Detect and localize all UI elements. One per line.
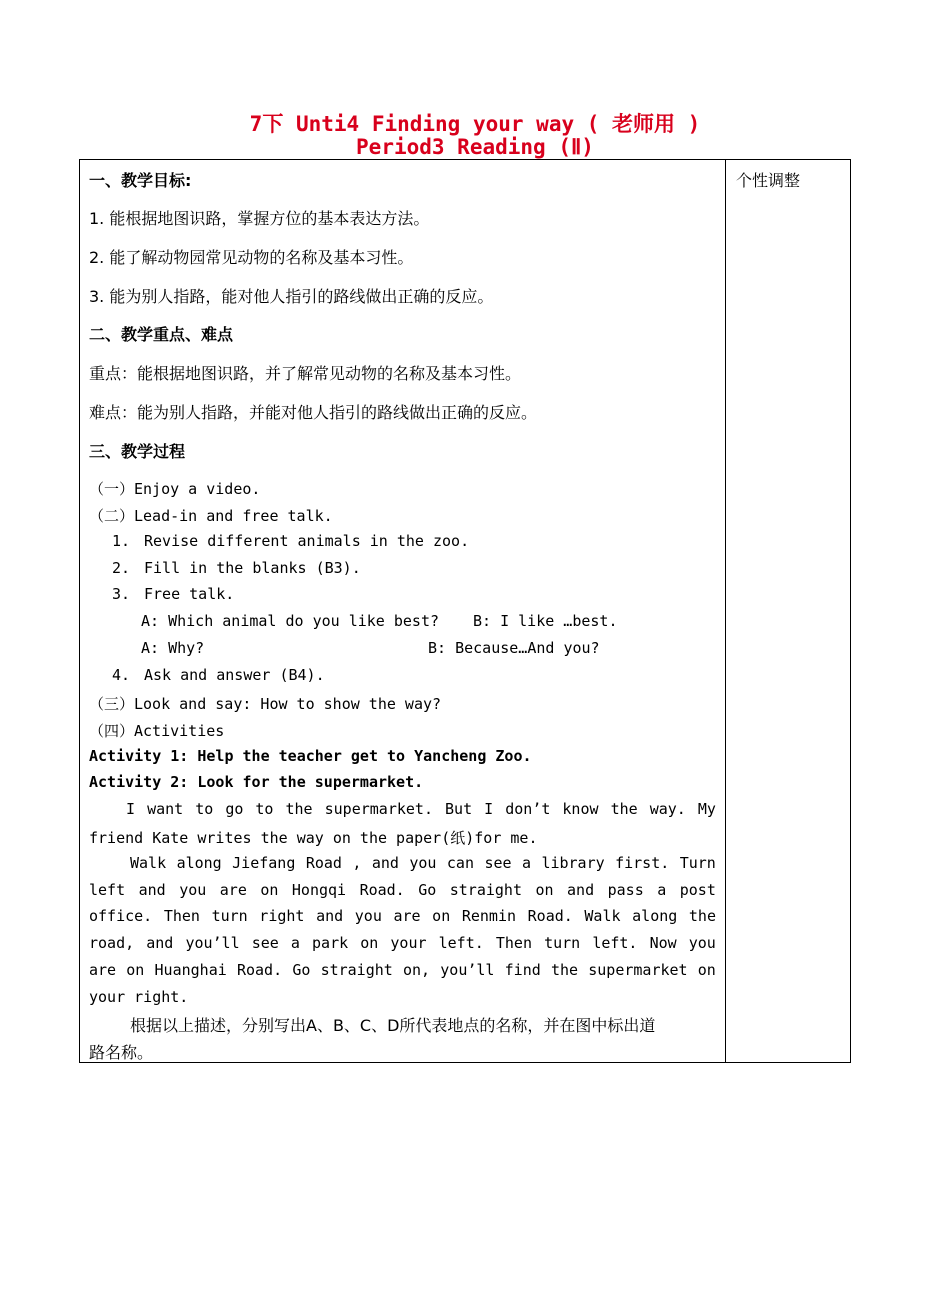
dialog-line: A: Which animal do you like best?: [141, 612, 440, 630]
list-item: Ask and answer (B4).: [144, 666, 325, 684]
dialog-line: B: I like …best.: [473, 612, 618, 630]
document-subtitle: Period3 Reading (Ⅱ): [356, 135, 594, 159]
section-heading-process: 三、教学过程: [89, 442, 186, 461]
document-title: 7下 Unti4 Finding your way ( 老师用 ): [249, 112, 701, 136]
paragraph-line: road, and you’ll see a park on your left. Then turn left. Now you: [89, 934, 716, 952]
section-heading-key-points: 二、教学重点、难点: [89, 325, 234, 344]
paragraph-line: your right.: [89, 988, 189, 1006]
dialog-line: A: Why?: [141, 639, 205, 657]
step-line: （一）Enjoy a video.: [89, 480, 261, 498]
paragraph-line: office. Then turn right and you are on Renmin Road. Walk along the: [89, 907, 716, 925]
paragraph-line: I want to go to the supermarket. But I don’t know the way. My: [126, 800, 716, 818]
task-instruction: 根据以上描述，分别写出A、B、C、D所代表地点的名称，并在图中标出道: [130, 1016, 656, 1035]
list-number: 2.: [112, 559, 131, 577]
goal-item: 3. 能为别人指路，能对他人指引的路线做出正确的反应。: [89, 287, 494, 306]
content-cell: [80, 160, 726, 1063]
step-line: （二）Lead-in and free talk.: [89, 507, 333, 525]
lesson-plan-table: [79, 159, 851, 1063]
paragraph-line: Walk along Jiefang Road , and you can see a library first. Turn: [130, 854, 716, 872]
list-number: 3.: [112, 585, 131, 603]
step-line: （三）Look and say: How to show the way?: [89, 695, 442, 713]
list-item: Free talk.: [144, 585, 235, 603]
paragraph-line: friend Kate writes the way on the paper(纸)for me.: [89, 829, 538, 847]
list-item: Fill in the blanks (B3).: [144, 559, 361, 577]
activity-heading: Activity 1: Help the teacher get to Yancheng Zoo.: [89, 747, 532, 765]
dialog-line: B: Because…And you?: [428, 639, 600, 657]
difficult-point: 难点：能为别人指路，并能对他人指引的路线做出正确的反应。: [89, 403, 538, 422]
paragraph-line: left and you are on Hongqi Road. Go straight on and pass a post: [89, 881, 716, 899]
list-item: Revise different animals in the zoo.: [144, 532, 470, 550]
adjustment-cell: [726, 160, 851, 1063]
activity-heading: Activity 2: Look for the supermarket.: [89, 773, 424, 791]
task-instruction: 路名称。: [89, 1043, 154, 1062]
key-point: 重点：能根据地图识路，并了解常见动物的名称及基本习性。: [89, 364, 522, 383]
paragraph-line: are on Huanghai Road. Go straight on, you’ll find the supermarket on: [89, 961, 716, 979]
step-line: （四）Activities: [89, 722, 225, 740]
adjustment-label: 个性调整: [736, 171, 801, 190]
section-heading-goals: 一、教学目标:: [89, 171, 192, 190]
list-number: 4.: [112, 666, 131, 684]
goal-item: 2. 能了解动物园常见动物的名称及基本习性。: [89, 248, 414, 267]
list-number: 1.: [112, 532, 131, 550]
goal-item: 1. 能根据地图识路，掌握方位的基本表达方法。: [89, 209, 430, 228]
